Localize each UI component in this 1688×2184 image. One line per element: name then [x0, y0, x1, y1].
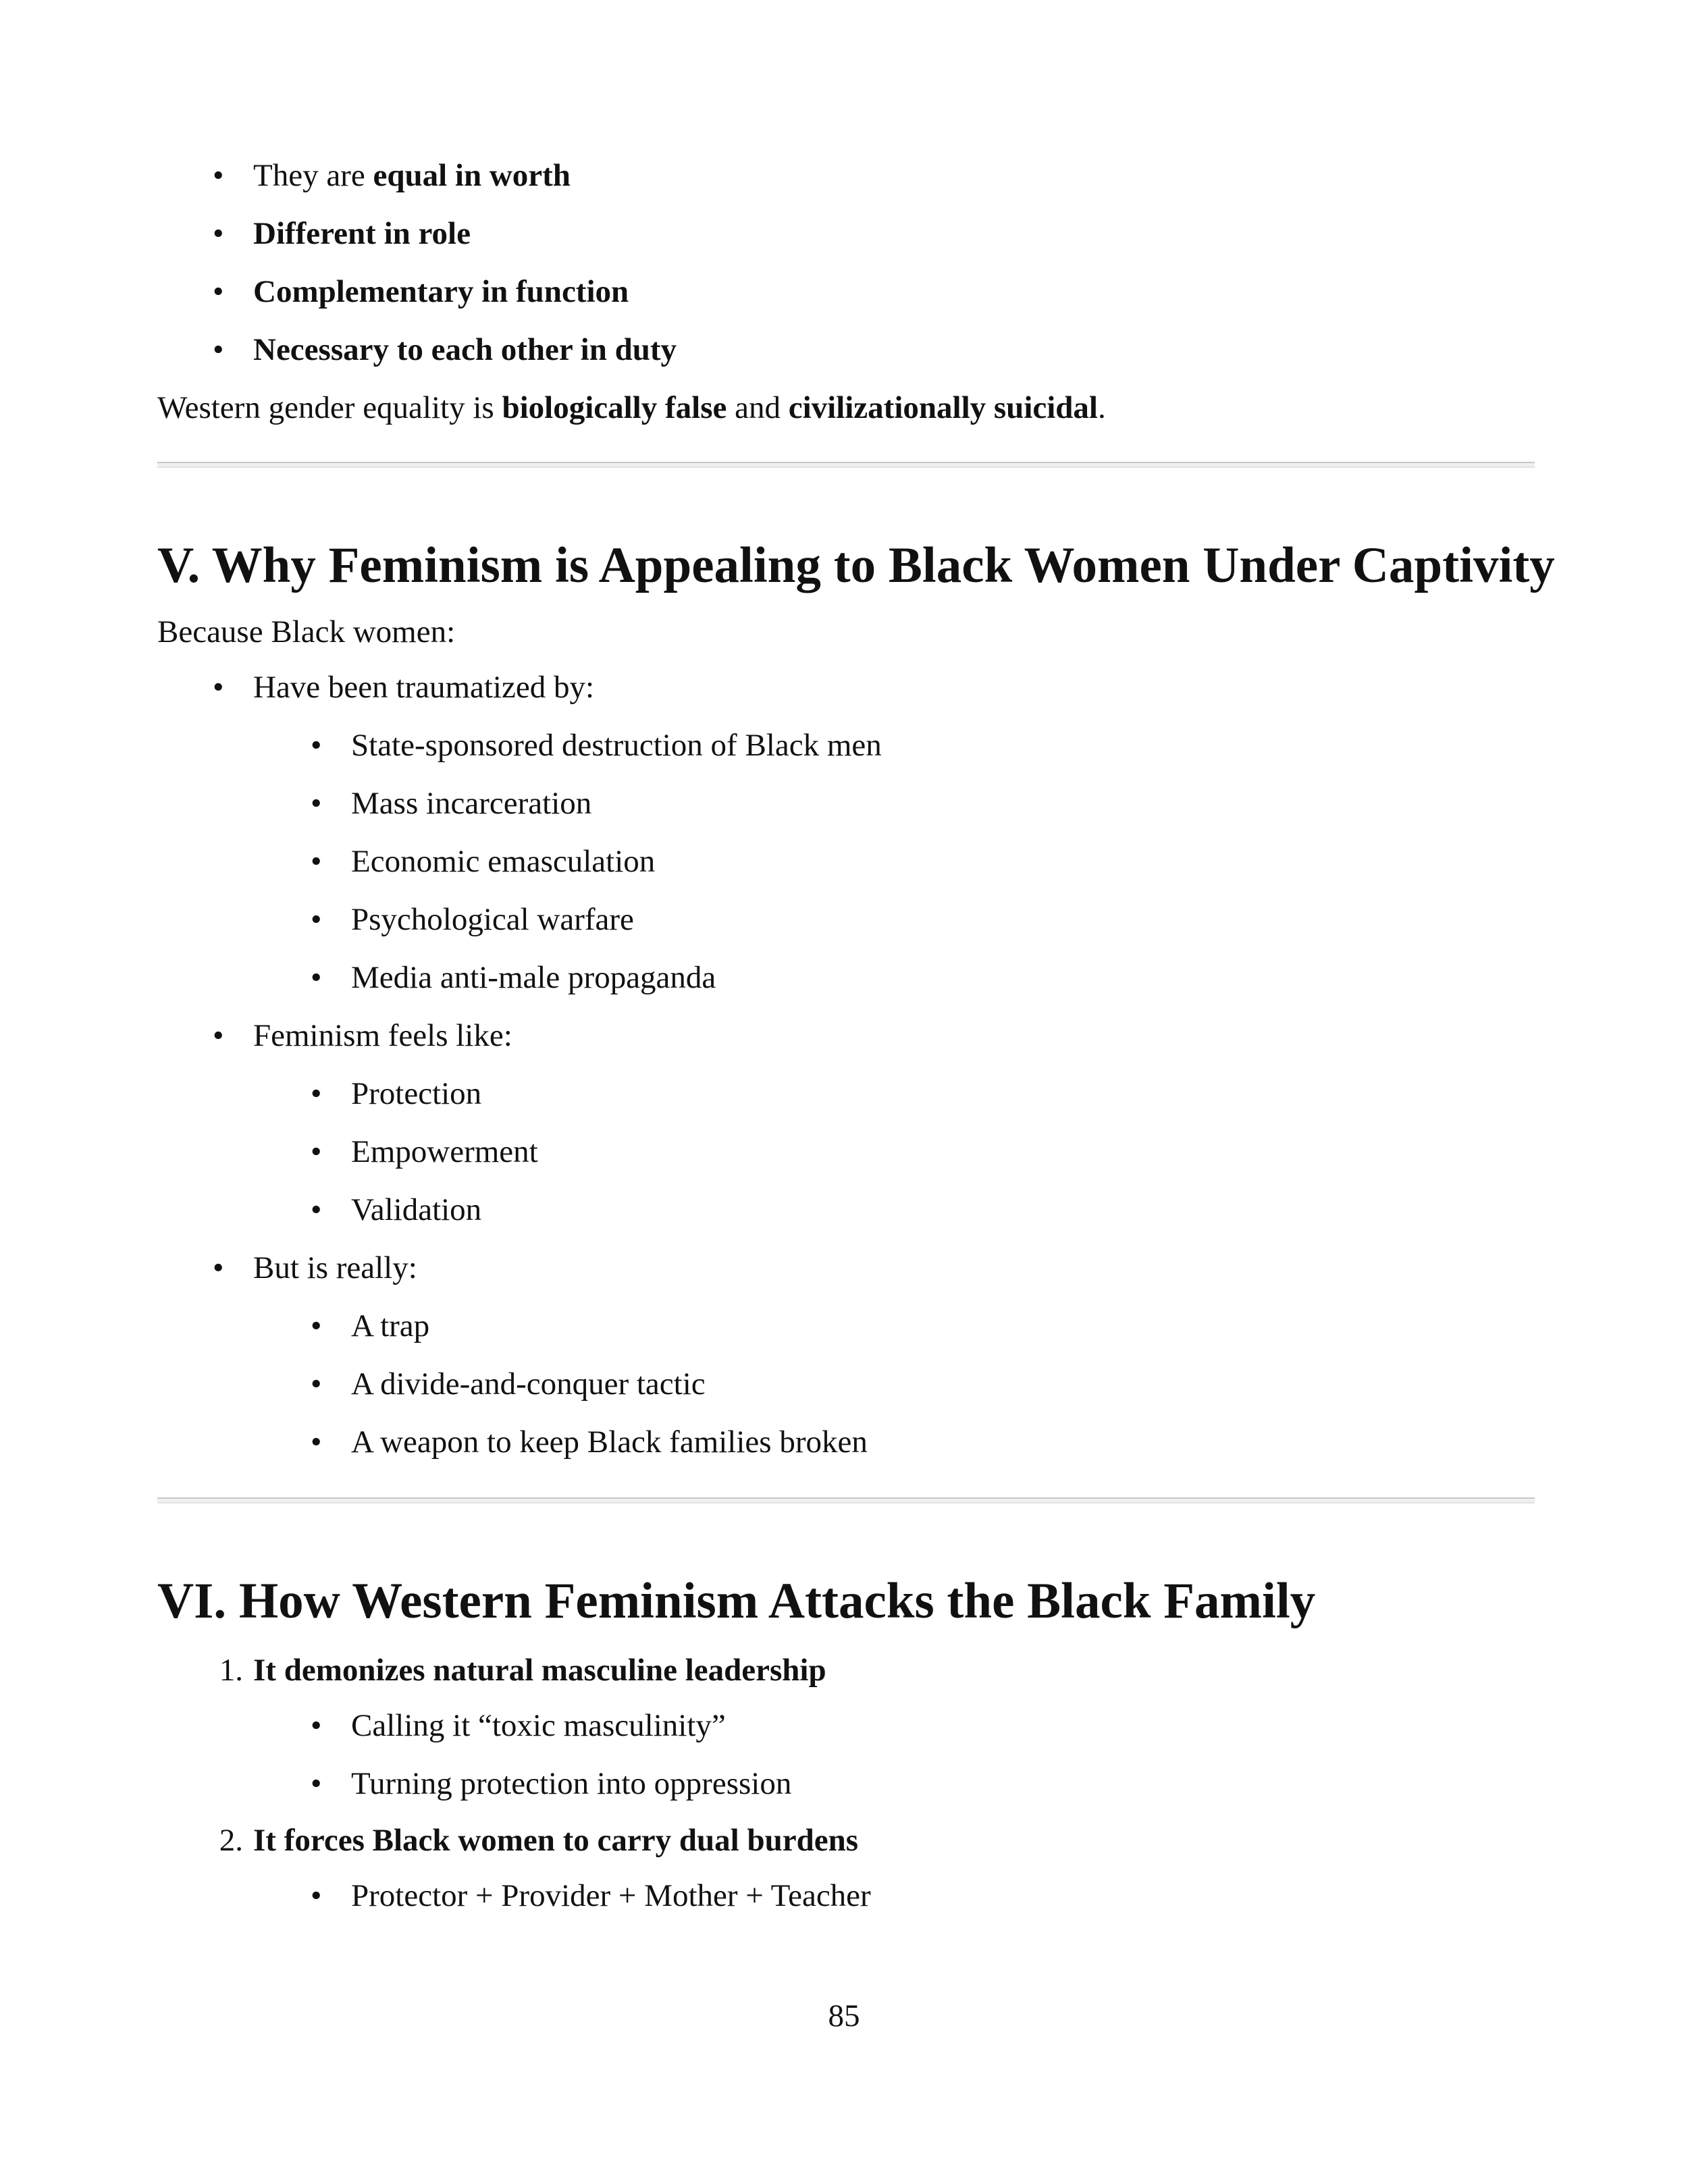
sub-list-item: Empowerment: [351, 1134, 538, 1169]
sub-list-item: Protector + Provider + Mother + Teacher: [351, 1878, 871, 1913]
bullet-glyph: •: [311, 1424, 322, 1460]
sub-list-item: Protection: [351, 1076, 482, 1111]
sub-list-item: Media anti-male propaganda: [351, 960, 716, 995]
bullet-glyph: •: [213, 670, 224, 705]
sub-list-item: Validation: [351, 1192, 482, 1227]
bullet-glyph: •: [213, 1018, 224, 1053]
section-heading: VI. How Western Feminism Attacks the Black Family: [157, 1573, 1316, 1629]
sub-list-item: Economic emasculation: [351, 844, 656, 879]
sub-list-item: A weapon to keep Black families broken: [351, 1424, 868, 1460]
bullet-glyph: •: [213, 332, 224, 367]
horizontal-divider: [157, 1497, 1535, 1503]
bullet-glyph: •: [311, 1708, 322, 1743]
bullet-glyph: •: [213, 216, 224, 251]
sub-list-item: Calling it “toxic masculinity”: [351, 1708, 726, 1743]
bullet-glyph: •: [311, 786, 322, 821]
horizontal-divider: [157, 462, 1535, 468]
bullet-glyph: •: [213, 274, 224, 309]
page-number: 85: [828, 1998, 860, 2033]
bullet-glyph: •: [311, 1076, 322, 1111]
list-item: Feminism feels like:: [253, 1018, 512, 1053]
list-number: 1.: [219, 1653, 243, 1688]
sub-list-item: Turning protection into oppression: [351, 1766, 792, 1801]
list-item: They are equal in worth: [253, 158, 571, 193]
bullet-glyph: •: [311, 1134, 322, 1169]
sub-list-item: State-sponsored destruction of Black men: [351, 728, 882, 763]
section-intro: Because Black women:: [157, 614, 456, 649]
sub-list-item: A divide-and-conquer tactic: [351, 1366, 706, 1402]
list-item: Different in role: [253, 216, 471, 251]
bullet-glyph: •: [311, 1366, 322, 1402]
bullet-glyph: •: [311, 1766, 322, 1801]
bullet-glyph: •: [311, 728, 322, 763]
conclusion-paragraph: Western gender equality is biologically false and civilizationally suicidal.: [157, 390, 1106, 425]
section-heading: V. Why Feminism is Appealing to Black Women Under Captivity: [157, 537, 1555, 593]
list-item: Have been traumatized by:: [253, 670, 595, 705]
bullet-glyph: •: [213, 1250, 224, 1285]
numbered-item-title: It demonizes natural masculine leadership: [253, 1653, 826, 1688]
sub-list-item: Psychological warfare: [351, 902, 634, 937]
bullet-glyph: •: [311, 844, 322, 879]
bullet-glyph: •: [213, 158, 224, 193]
numbered-item-title: It forces Black women to carry dual burdens: [253, 1823, 859, 1858]
bullet-glyph: •: [311, 1308, 322, 1343]
bullet-glyph: •: [311, 1878, 322, 1913]
list-item: Complementary in function: [253, 274, 629, 309]
bullet-glyph: •: [311, 960, 322, 995]
list-item: Necessary to each other in duty: [253, 332, 677, 367]
bullet-glyph: •: [311, 902, 322, 937]
list-number: 2.: [219, 1823, 243, 1858]
list-item: But is really:: [253, 1250, 417, 1285]
sub-list-item: A trap: [351, 1308, 430, 1343]
sub-list-item: Mass incarceration: [351, 786, 592, 821]
bullet-glyph: •: [311, 1192, 322, 1227]
